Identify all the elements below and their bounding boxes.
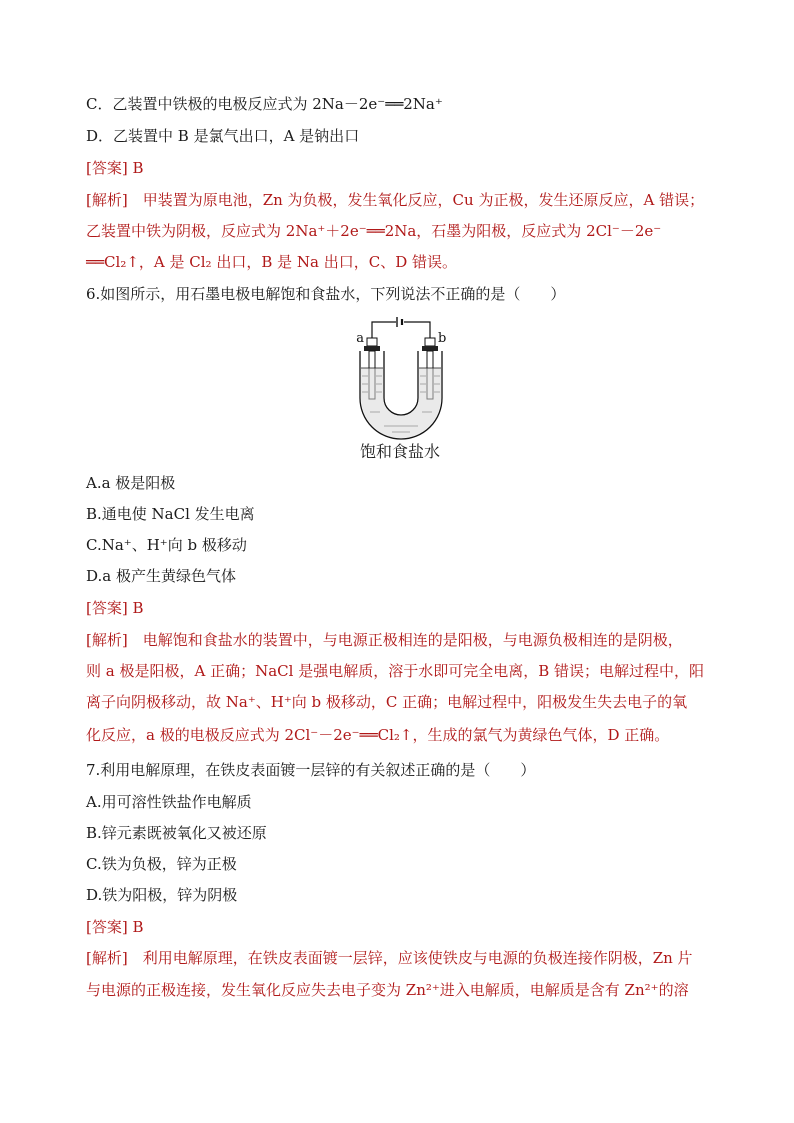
q7-option-b: B.锌元素既被氧化又被还原 bbox=[86, 824, 267, 842]
q5-option-d: D．乙装置中 B 是氯气出口，A 是钠出口 bbox=[86, 127, 360, 145]
electrode-label-b: b bbox=[438, 331, 447, 346]
q6-option-a: A.a 极是阳极 bbox=[86, 474, 176, 492]
electrode-label-a: a bbox=[356, 331, 364, 346]
q6-analysis-line-4: 化反应，a 极的电极反应式为 2Cl⁻－2e⁻══Cl₂↑，生成的氯气为黄绿色气体，D 正确。 bbox=[86, 726, 670, 744]
q7-option-a: A.用可溶性铁盐作电解质 bbox=[86, 793, 252, 811]
q6-answer: [答案] B bbox=[86, 599, 144, 617]
q5-analysis-line-1: [解析] 甲装置为原电池，Zn 为负极，发生氧化反应，Cu 为正极，发生还原反应，A 错误； bbox=[86, 191, 705, 209]
q7-stem: 7.利用电解原理，在铁皮表面镀一层锌的有关叙述正确的是（ ） bbox=[86, 761, 536, 779]
q6-option-b: B.通电使 NaCl 发生电离 bbox=[86, 505, 255, 523]
q7-option-c: C.铁为负极，锌为正极 bbox=[86, 855, 237, 873]
q7-analysis-line-2: 与电源的正极连接，发生氧化反应失去电子变为 Zn²⁺进入电解质，电解质是含有 Zn²⁺的溶 bbox=[86, 981, 689, 999]
q5-answer: [答案] B bbox=[86, 159, 144, 177]
q5-option-c: C．乙装置中铁极的电极反应式为 2Na－2e⁻══2Na⁺ bbox=[86, 95, 443, 113]
q7-analysis-line-1: [解析] 利用电解原理，在铁皮表面镀一层锌，应该使铁皮与电源的负极连接作阴极，Zn 片 bbox=[86, 949, 693, 967]
q6-analysis-line-1: [解析] 电解饱和食盐水的装置中，与电源正极相连的是阳极，与电源负极相连的是阴极， bbox=[86, 631, 683, 649]
figure-caption: 饱和食盐水 bbox=[359, 442, 440, 461]
q6-option-c: C.Na⁺、H⁺向 b 极移动 bbox=[86, 536, 247, 554]
q6-analysis-line-3: 离子向阴极移动，故 Na⁺、H⁺向 b 极移动，C 正确；电解过程中，阳极发生失去电子的氧 bbox=[86, 693, 688, 711]
q6-analysis-line-2: 则 a 极是阳极，A 正确；NaCl 是强电解质，溶于水即可完全电离，B 错误；电解过程中，阳 bbox=[86, 662, 704, 680]
q6-stem: 6.如图所示，用石墨电极电解饱和食盐水，下列说法不正确的是（ ） bbox=[86, 285, 566, 303]
q5-analysis-line-2: 乙装置中铁为阴极，反应式为 2Na⁺＋2e⁻══2Na，石墨为阳极，反应式为 2Cl⁻－2e⁻ bbox=[86, 222, 662, 240]
q7-answer: [答案] B bbox=[86, 918, 144, 936]
q5-analysis-line-3: ══Cl₂↑，A 是 Cl₂ 出口，B 是 Na 出口，C、D 错误。 bbox=[86, 253, 458, 271]
u-tube-diagram bbox=[340, 316, 460, 441]
electrolysis-u-tube-figure bbox=[340, 316, 460, 466]
q7-option-d: D.铁为阳极，锌为阴极 bbox=[86, 886, 238, 904]
q6-option-d: D.a 极产生黄绿色气体 bbox=[86, 567, 236, 585]
